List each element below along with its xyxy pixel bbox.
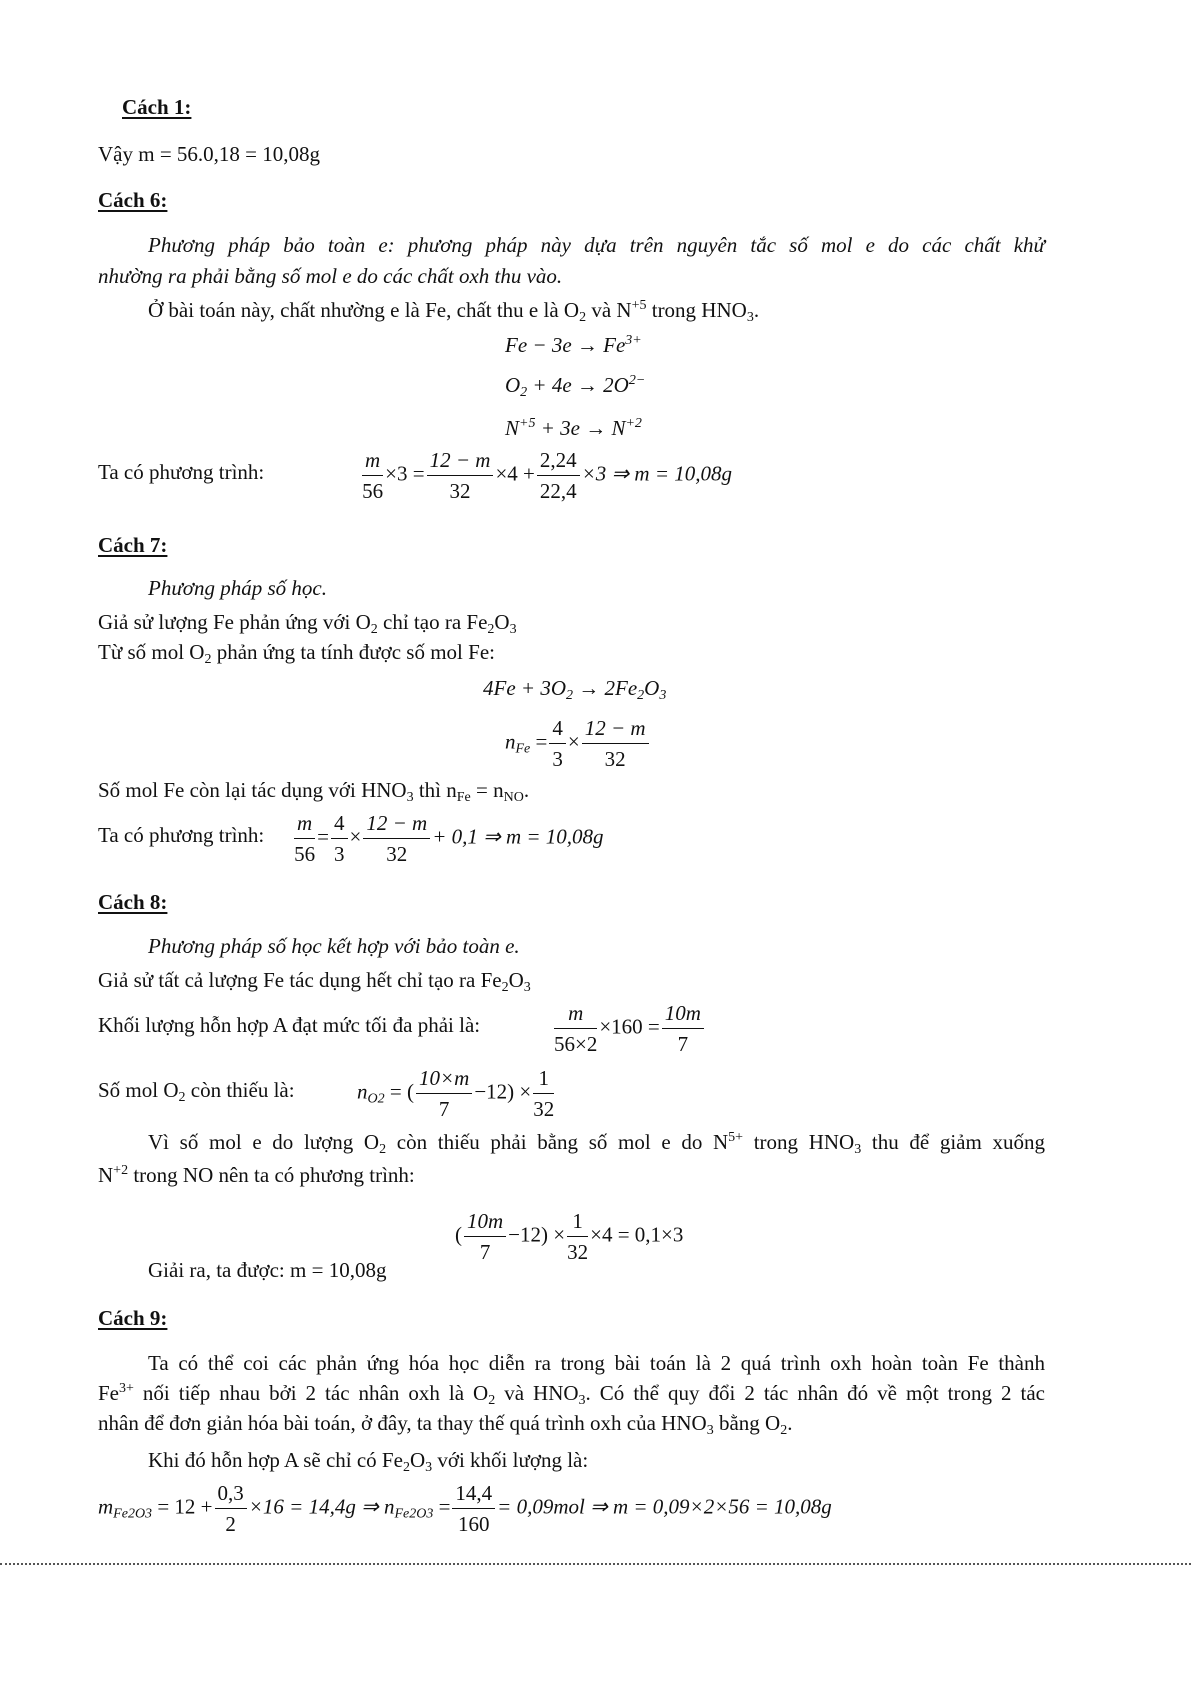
paragraph-line: Ở bài toán này, chất nhường e là Fe, chất thu e là $O_2$ và $N^{+5}$ trong $HNO_3$. bbox=[148, 298, 760, 325]
paragraph-line: Phương pháp bảo toàn e: phương pháp này dựa trên nguyên tắc số mol e do các chất khử bbox=[148, 233, 1045, 257]
equation: $\frac{m}{56}$ ×3 = $\frac{12 - m}{32}$ ×4 + $\frac{2,24}{22,4}$ ×3 ⇒ m = 10,08g bbox=[360, 445, 732, 506]
paragraph-line: Khi đó hỗn hợp A sẽ chỉ có $Fe_2O_3$ với khối lượng là: bbox=[148, 1448, 589, 1475]
equation: $4Fe + 3O_2 \to 2Fe_2O_3$ bbox=[483, 676, 667, 703]
equation: $m_{Fe2O3} = 12$ + $\frac{0,3}{2}$ ×16 = 14,4g ⇒ $n_{Fe2O3}$ = $\frac{14,4}{160}$ = 0,09mol ⇒ m = 0,09×2×56 = 10,08g bbox=[98, 1478, 832, 1539]
equation: ( $\frac{10m}{7}$ −12) × $\frac{1}{32}$ ×4 = 0,1×3 bbox=[455, 1206, 683, 1267]
result-line: Giải ra, ta được: m = 10,08g bbox=[148, 1258, 387, 1282]
paragraph-line: $Fe^{3+}$ nối tiếp nhau bởi 2 tác nhân oxh là $O_2$ và $HNO_3$. Có thể quy đổi 2 tác nhân đó về một trong 2 tác bbox=[98, 1381, 1045, 1408]
paragraph-line: Phương pháp số học. bbox=[148, 576, 327, 600]
label: Khối lượng hỗn hợp A đạt mức tối đa phải là: bbox=[98, 1013, 481, 1037]
paragraph-line: nhân để đơn giản hóa bài toán, ở đây, ta thay thế quá trình oxh của $HNO_3$ bằng $O_2$. bbox=[98, 1411, 793, 1438]
equation: $N^{+5} + 3e \to N^{+2}$ bbox=[505, 416, 642, 440]
paragraph-line: Giả sử tất cả lượng Fe tác dụng hết chỉ tạo ra $Fe_2O_3$ bbox=[98, 968, 531, 995]
equation: $\frac{m}{56\times 2}$ ×160 = $\frac{10m}{7}$ bbox=[552, 998, 706, 1059]
page-bottom-divider bbox=[0, 1563, 1191, 1565]
heading-cach-1: Cách 1: bbox=[122, 95, 192, 119]
heading-cach-7: Cách 7: bbox=[98, 533, 168, 557]
text-line: Vậy m = 56.0,18 = 10,08g bbox=[98, 142, 321, 166]
heading-cach-6: Cách 6: bbox=[98, 188, 168, 212]
equation: $\frac{m}{56}$ = $\frac{4}{3}$ × $\frac{12 - m}{32}$ + 0,1 ⇒ m = 10,08g bbox=[292, 808, 604, 869]
heading-cach-9: Cách 9: bbox=[98, 1306, 168, 1330]
equation: $O_2 + 4e \to 2O^{2-}$ bbox=[505, 373, 646, 400]
label: Số mol $O_2$ còn thiếu là: bbox=[98, 1078, 295, 1105]
label: Ta có phương trình: bbox=[98, 460, 265, 484]
equation: $Fe - 3e \to Fe^{3+}$ bbox=[505, 333, 642, 357]
equation: $n_{O2}$ = ( $\frac{10\times m}{7}$ −12) × $\frac{1}{32}$ bbox=[357, 1063, 556, 1124]
equation: $n_{Fe}$ = $\frac{4}{3}$ × $\frac{12 - m}{32}$ bbox=[505, 713, 651, 774]
paragraph-line: Ta có thể coi các phản ứng hóa học diễn ra trong bài toán là 2 quá trình oxh hoàn toàn Fe thành bbox=[148, 1351, 1045, 1375]
paragraph-line: Phương pháp số học kết hợp với bảo toàn e. bbox=[148, 934, 520, 958]
paragraph-line: Vì số mol e do lượng $O_2$ còn thiếu phải bằng số mol e do $N^{5+}$ trong $HNO_3$ thu để giảm xuống bbox=[148, 1130, 1045, 1157]
paragraph-line: Giả sử lượng Fe phản ứng với $O_2$ chỉ tạo ra $Fe_2O_3$ bbox=[98, 610, 517, 637]
heading-cach-8: Cách 8: bbox=[98, 890, 168, 914]
paragraph-line: nhường ra phải bằng số mol e do các chất oxh thu vào. bbox=[98, 264, 563, 288]
paragraph-line: Số mol Fe còn lại tác dụng với $HNO_3$ thì $n_{Fe} = n_{NO}$. bbox=[98, 778, 530, 805]
paragraph-line: Từ số mol $O_2$ phản ứng ta tính được số mol Fe: bbox=[98, 640, 495, 667]
label: Ta có phương trình: bbox=[98, 823, 265, 847]
paragraph-line: $N^{+2}$ trong NO nên ta có phương trình: bbox=[98, 1163, 415, 1187]
